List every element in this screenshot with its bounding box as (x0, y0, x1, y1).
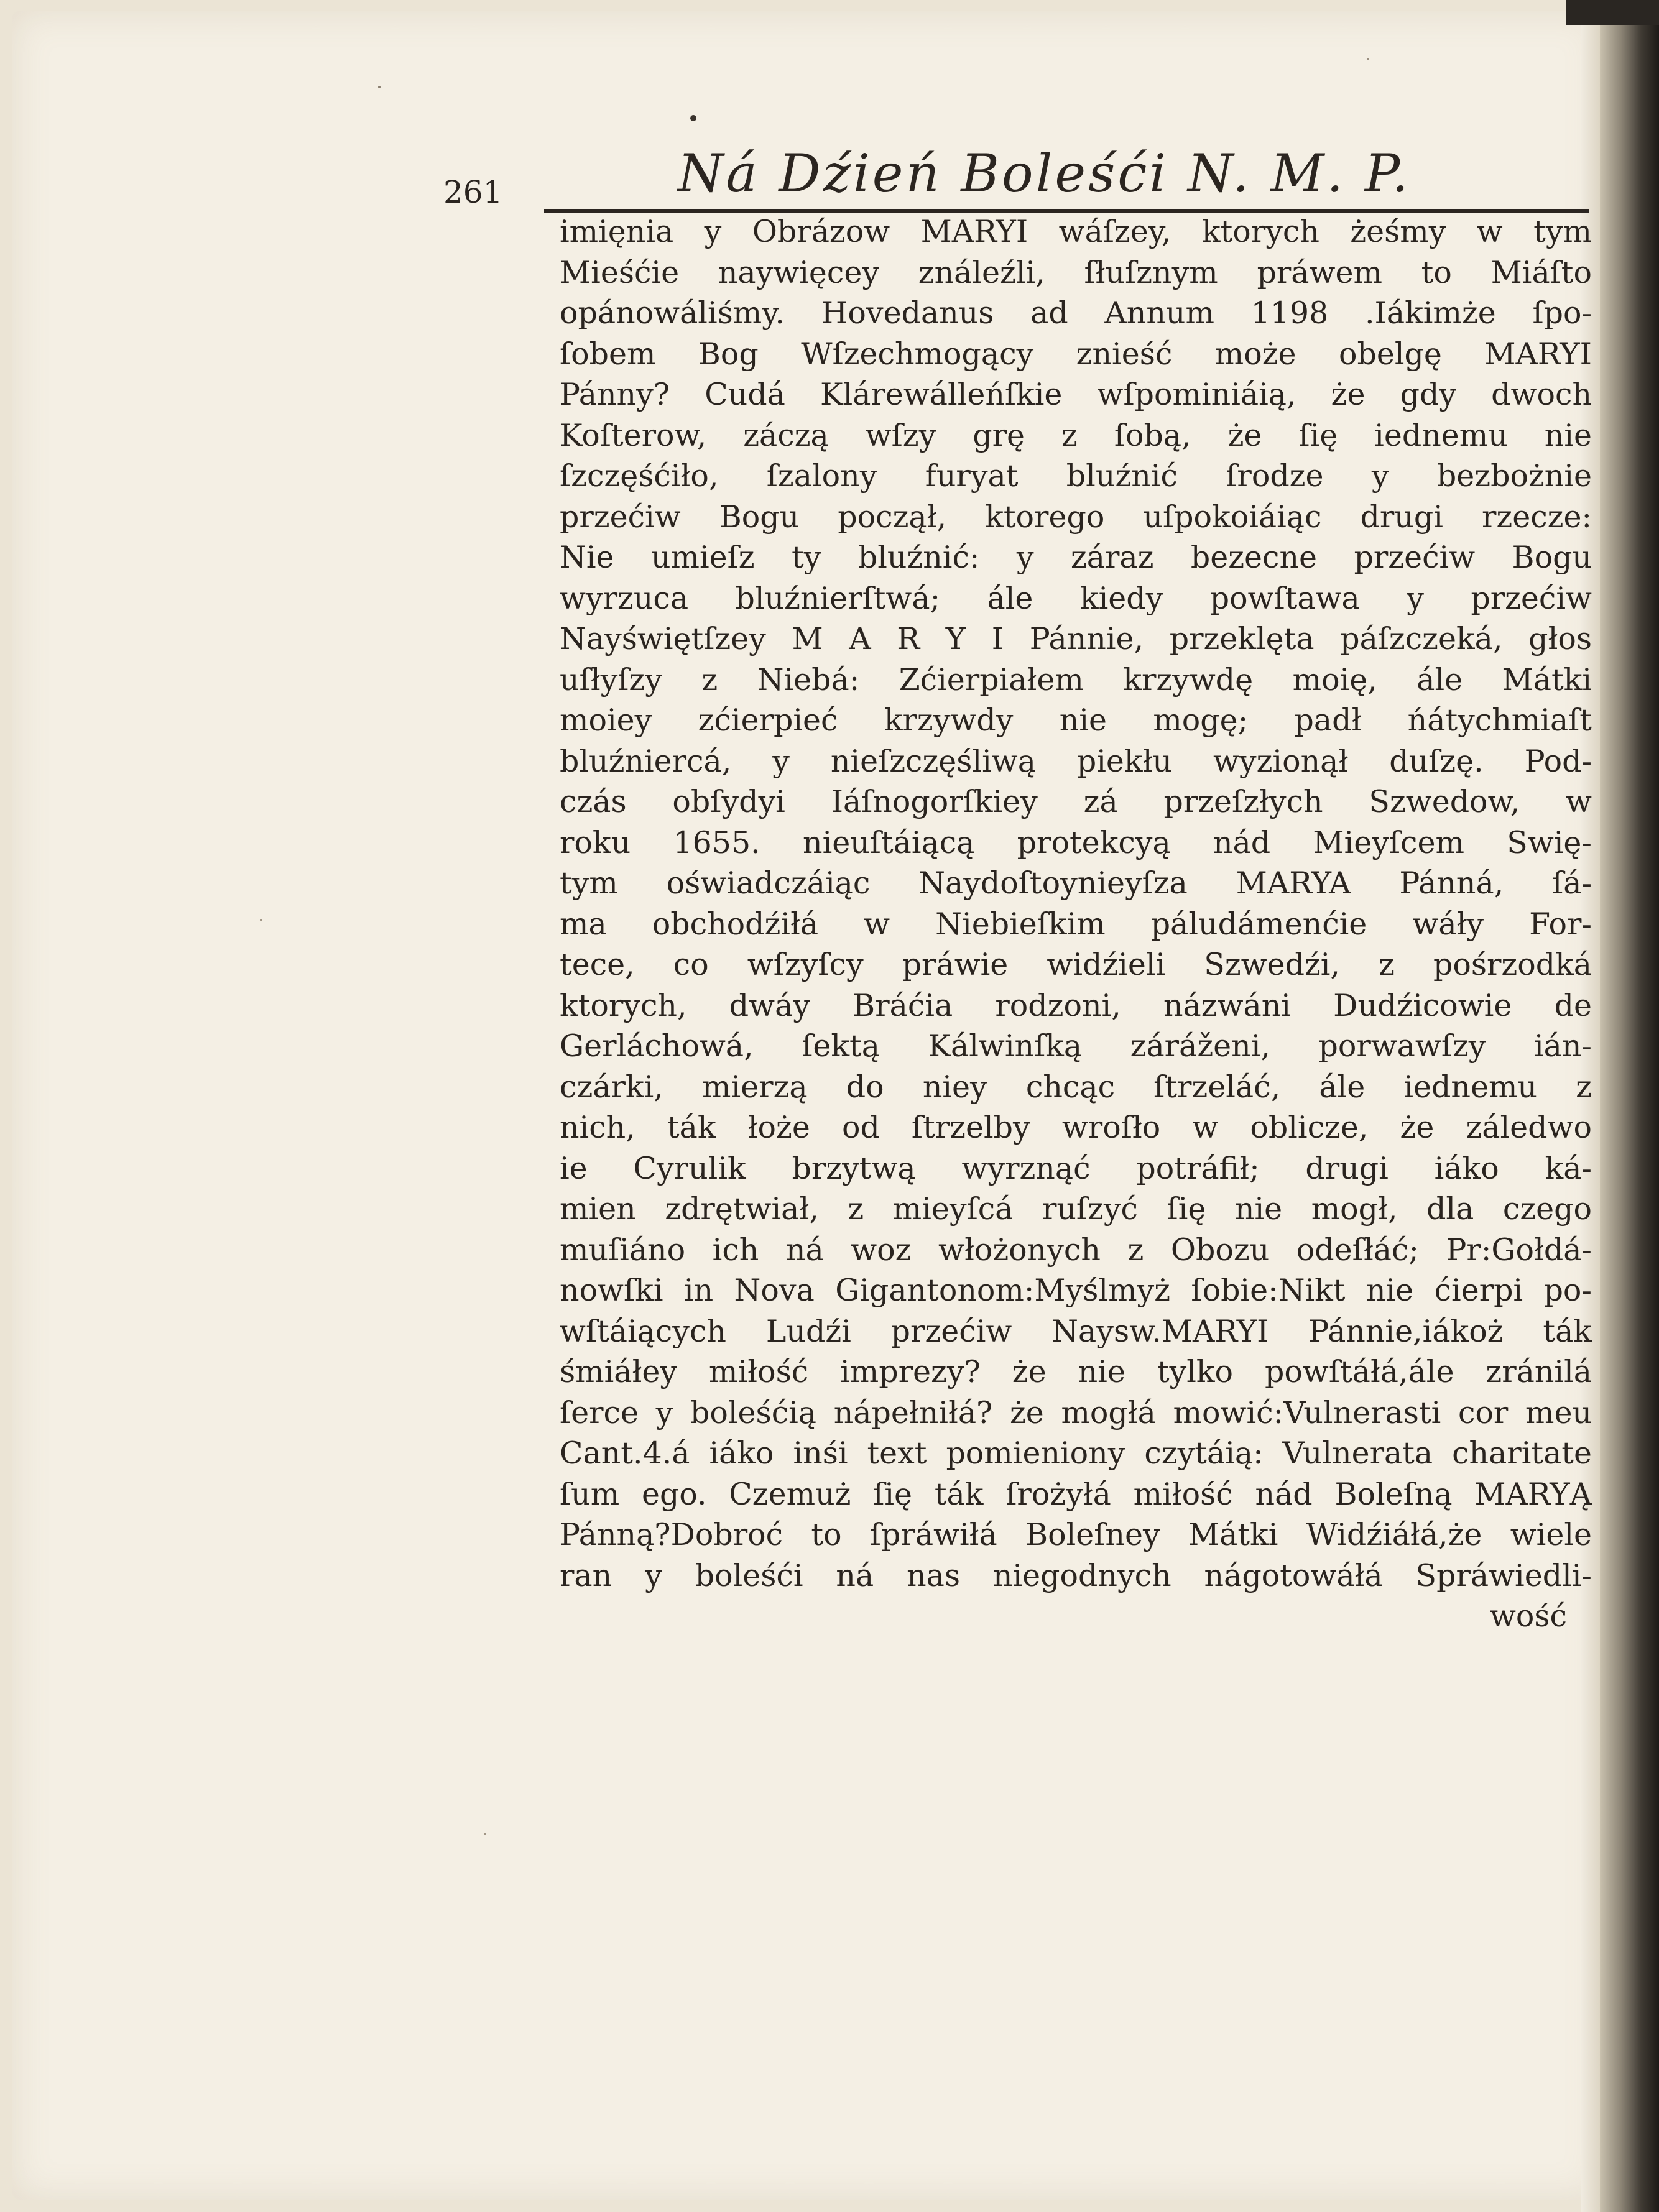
text-line: ma obchodźiłá w Niebieſkim páludámenćie wáły For- (560, 906, 1592, 942)
text-line: ſum ego. Czemuż ſię ták ſrożyłá miłość nád Boleſną MARYĄ (560, 1476, 1592, 1512)
text-line: Koſterow, záczą wſzy grę z ſobą, że ſię iednemu nie (560, 417, 1592, 453)
text-line: ſzczęśćiło, ſzalony furyat bluźnić ſrodze y bezbożnie (560, 458, 1592, 494)
text-line: Nie umieſz ty bluźnić: y záraz bezecne przećiw Bogu (560, 540, 1592, 575)
text-line: bluźniercá, y nieſzczęśliwą piekłu wyzionął duſzę. Pod- (560, 743, 1592, 779)
text-line: nich, ták łoże od ſtrzelby wroſło w oblicze, że záledwo (560, 1110, 1592, 1145)
text-line: czárki, mierzą do niey chcąc ſtrzeláć, ále iednemu z (560, 1069, 1592, 1105)
text-line: Pánny? Cudá Klárewálleńſkie wſpominiáią, że gdy dwoch (560, 377, 1592, 412)
text-line: mien zdrętwiał, z mieyſcá ruſzyć ſię nie mogł, dla czego (560, 1191, 1592, 1227)
text-line: wość (1489, 1598, 1567, 1634)
text-line: ſobem Bog Wſzechmogący znieść może obelgę MARYI (560, 336, 1592, 372)
text-line: imięnia y Obrázow MARYI wáſzey, ktorych żeśmy w tym (560, 214, 1592, 249)
text-line: śmiáłey miłość imprezy? że nie tylko powſtáłá,ále zránilá (560, 1354, 1592, 1389)
text-line: opánowáliśmy. Hovedanus ad Annum 1198 .Iákimże ſpo- (560, 295, 1592, 331)
text-line: ſerce y boleśćią nápełniłá? że mogłá mowić:Vulnerasti cor meu (560, 1394, 1592, 1431)
text-line: muſiáno ich ná woz włożonych z Obozu odeſłáć; Pr:Gołdá- (560, 1232, 1592, 1268)
text-line: wyrzuca bluźnierſtwá; ále kiedy powſtawa y przećiw (560, 580, 1592, 616)
text-line: ktorych, dwáy Bráćia rodzoni, názwáni Dudźicowie de (560, 987, 1592, 1023)
text-line: wſtáiących Ludźi przećiw Naysw.MARYI Pánnie,iákoż ták (560, 1313, 1592, 1349)
text-line: Pánną?Dobroć to ſpráwiłá Boleſney Mátki Widźiáłá,że wiele (560, 1517, 1592, 1552)
text-line: tym oświadczáiąc Naydoſtoynieyſza MARYA Pánná, ſá- (560, 865, 1592, 901)
running-title: Ná Dźień Boleśći N. M. P. (678, 143, 1411, 204)
text-line: ran y boleśći ná nas niegodnych nágotowáłá Spráwiedli- (560, 1557, 1592, 1593)
text-line: Gerláchowá, ſektą Kálwinſką záráženi, porwawſzy ián- (560, 1028, 1592, 1064)
text-line: Nayświętſzey M A R Y I Pánnie, przeklęta páſzczeká, głos (560, 621, 1592, 657)
text-line: moiey zćierpieć krzywdy nie mogę; padł ńátychmiaſt (560, 703, 1592, 738)
text-line: nowſki in Nova Gigantonom:Myślmyż ſobie:Nikt nie ćierpi po- (560, 1273, 1592, 1308)
text-line: uſłyſzy z Niebá: Zćierpiałem krzywdę moię, ále Mátki (560, 661, 1592, 698)
text-line: ie Cyrulik brzytwą wyrznąć potráfił; drugi iáko ká- (560, 1150, 1592, 1186)
text-line: czás obſydyi Iáſnogorſkiey zá przeſzłych Szwedow, w (560, 784, 1592, 819)
text-line: przećiw Bogu począł, ktorego uſpokoiáiąc drugi rzecze: (560, 499, 1592, 535)
text-line: roku 1655. nieuſtáiącą protekcyą nád Mieyſcem Swię- (560, 824, 1592, 860)
text-line: Mieśćie naywięcey ználeźli, ſłuſznym práwem to Miáſto (560, 254, 1592, 290)
page-number: 261 (443, 174, 503, 210)
body-text (560, 211, 1592, 1637)
text-line: Cant.4.á iáko inśi text pomieniony czytáią: Vulnerata charitate (560, 1435, 1592, 1471)
text-line: tece, co wſzyſcy práwie widźieli Szwedźi, z pośrzodká (560, 947, 1592, 982)
